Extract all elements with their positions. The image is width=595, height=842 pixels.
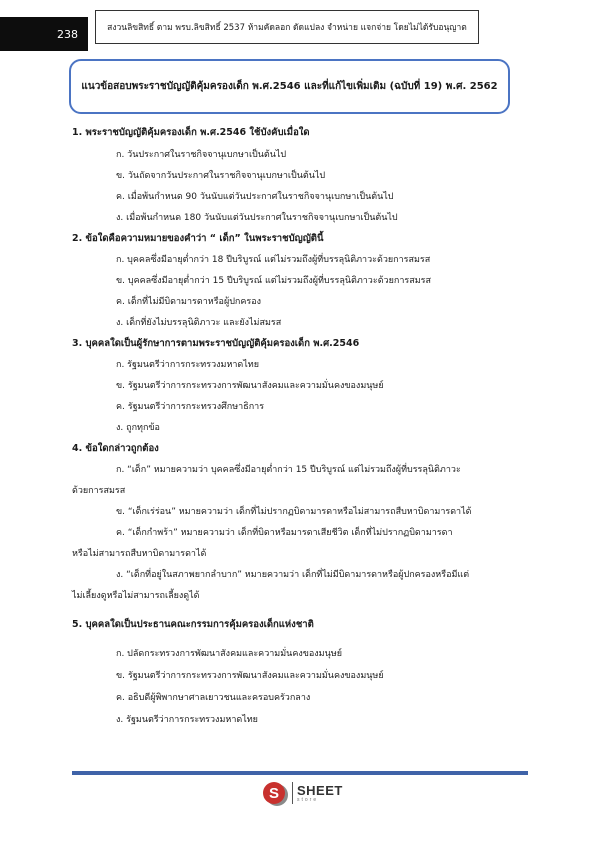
- choice-4a: ก. “เด็ก” หมายความว่า บุคคลซึ่งมีอายุต่ำกว่า 15 ปีบริบูรณ์ แต่ไม่รวมถึงผู้ที่บรรลุนิติภาวะ: [116, 465, 461, 475]
- sheet-store-logo: [263, 782, 343, 804]
- choice-3b: ข. รัฐมนตรีว่าการกระทรวงการพัฒนาสังคมและความมั่นคงของมนุษย์: [116, 381, 384, 391]
- choice-2c: ค. เด็กที่ไม่มีบิดามารดาหรือผู้ปกครอง: [116, 297, 262, 307]
- question-2: 2. ข้อใดคือความหมายของคำว่า “ เด็ก” ในพระราชบัญญัตินี้: [72, 233, 324, 244]
- choice-5d: ง. รัฐมนตรีว่าการกระทรวงมหาดไทย: [116, 715, 258, 725]
- choice-5a: ก. ปลัดกระทรวงการพัฒนาสังคมและความมั่นคงของมนุษย์: [116, 649, 342, 659]
- choice-4b: ข. “เด็กเร่ร่อน” หมายความว่า เด็กที่ไม่ปรากฏบิดามารดาหรือไม่สามารถสืบหาบิดามารดาได้: [116, 507, 472, 517]
- choice-5b: ข. รัฐมนตรีว่าการกระทรวงการพัฒนาสังคมและความมั่นคงของมนุษย์: [116, 671, 384, 681]
- logo-divider: [292, 782, 293, 804]
- logo-subtext: store: [297, 796, 319, 803]
- choice-4d-continued: ไม่เลี้ยงดูหรือไม่สามารถเลี้ยงดูได้: [72, 591, 200, 601]
- choice-2a: ก. บุคคลซึ่งมีอายุต่ำกว่า 18 ปีบริบูรณ์ แต่ไม่รวมถึงผู้ที่บรรลุนิติภาวะด้วยการสมรส: [116, 255, 431, 265]
- choice-4c-continued: หรือไม่สามารถสืบหาบิดามารดาได้: [72, 549, 207, 559]
- choice-1b: ข. วันถัดจากวันประกาศในราชกิจจานุเบกษาเป็นต้นไป: [116, 171, 326, 181]
- question-5: 5. บุคคลใดเป็นประธานคณะกรรมการคุ้มครองเด็กแห่งชาติ: [72, 619, 314, 630]
- choice-1a: ก. วันประกาศในราชกิจจานุเบกษาเป็นต้นไป: [116, 150, 287, 160]
- page-number: 238: [0, 17, 88, 51]
- question-1: 1. พระราชบัญญัติคุ้มครองเด็ก พ.ศ.2546 ใช้บังคับเมื่อใด: [72, 127, 310, 138]
- choice-2b: ข. บุคคลซึ่งมีอายุต่ำกว่า 15 ปีบริบูรณ์ แต่ไม่รวมถึงผู้ที่บรรลุนิติภาวะด้วยการสมรส: [116, 276, 431, 286]
- logo-s-icon: S: [263, 782, 285, 804]
- choice-4a-continued: ด้วยการสมรส: [72, 486, 126, 496]
- logo-word: SHEET: [297, 782, 343, 798]
- choice-3c: ค. รัฐมนตรีว่าการกระทรวงศึกษาธิการ: [116, 402, 265, 412]
- question-4: 4. ข้อใดกล่าวถูกต้อง: [72, 443, 159, 454]
- choice-5c: ค. อธิบดีผู้พิพากษาศาลเยาวชนและครอบครัวกลาง: [116, 693, 311, 703]
- question-3: 3. บุคคลใดเป็นผู้รักษาการตามพระราชบัญญัติคุ้มครองเด็ก พ.ศ.2546: [72, 338, 360, 349]
- choice-3a: ก. รัฐมนตรีว่าการกระทรวงมหาดไทย: [116, 360, 260, 370]
- exam-title: แนวข้อสอบพระราชบัญญัติคุ้มครองเด็ก พ.ศ.2546 และที่แก้ไขเพิ่มเติม (ฉบับที่ 19) พ.ศ. 2562: [69, 59, 510, 114]
- choice-4d: ง. “เด็กที่อยู่ในสภาพยากลำบาก” หมายความว่า เด็กที่ไม่มีบิดามารดาหรือผู้ปกครองหรือมีแต่: [116, 570, 470, 580]
- choice-1d: ง. เมื่อพ้นกำหนด 180 วันนับแต่วันประกาศในราชกิจจานุเบกษาเป็นต้นไป: [116, 213, 398, 223]
- choice-3d: ง. ถูกทุกข้อ: [116, 423, 160, 433]
- choice-4c: ค. “เด็กกำพร้า” หมายความว่า เด็กที่บิดาหรือมารดาเสียชีวิต เด็กที่ไม่ปรากฏบิดามารดา: [116, 528, 453, 538]
- footer-divider: [72, 771, 528, 775]
- choice-1c: ค. เมื่อพ้นกำหนด 90 วันนับแต่วันประกาศในราชกิจจานุเบกษาเป็นต้นไป: [116, 192, 394, 202]
- copyright-notice: สงวนลิขสิทธิ์ ตาม พรบ.ลิขสิทธิ์ 2537 ห้ามคัดลอก ดัดแปลง จำหน่าย แจกจ่าย โดยไม่ได้รับอนุญาต: [95, 10, 479, 44]
- choice-2d: ง. เด็กที่ยังไม่บรรลุนิติภาวะ และยังไม่สมรส: [116, 318, 282, 328]
